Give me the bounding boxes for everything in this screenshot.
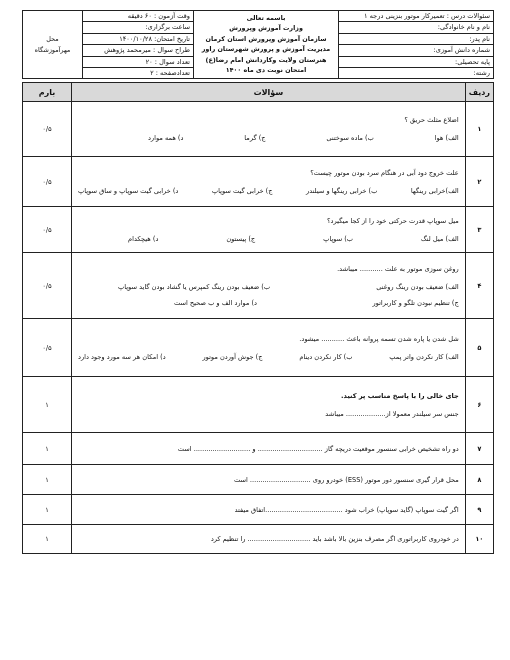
question-number: ۹ <box>465 495 493 525</box>
option-a: الف) هوا <box>434 134 459 143</box>
question-score: ۱ <box>23 525 72 554</box>
question-text: محل قرار گیری سنسور دور موتور (ESS) خودرو روی ............................. است <box>72 465 466 495</box>
header-name-field: نام و نام خانوادگی: <box>339 22 494 33</box>
option-c: ج) خرابی گیت سوپاپ <box>211 186 273 195</box>
header-ministry-block <box>194 11 339 79</box>
header-major-field: رشته: <box>339 68 494 79</box>
option-b: ب) خرابی رینگها و سیلندر <box>306 186 378 195</box>
question-text: شل شدن یا پاره شدن تسمه پروانه باعث ........... میشود. <box>299 334 459 343</box>
header-province-org: سازمان آموزش وپرورش استان کرمان <box>205 34 327 43</box>
school-label-line1: محل <box>46 35 59 44</box>
option-d: د) موارد الف و ب صحیح است <box>174 298 257 307</box>
exam-header <box>22 10 494 79</box>
option-d: د) خرابی گیت سوپاپ و ساق سوپاپ <box>78 186 179 195</box>
header-question-count: تعداد سوال : ۲۰ <box>83 56 194 67</box>
question-text: در خودروی کاربراتوری اگر مصرف بنزین بالا باشد باید .............................. را تنظیم کرد <box>72 525 466 554</box>
header-date: تاریخ امتحان: ۱۴۰۰/۱۰/۲۸ <box>83 33 194 44</box>
question-row <box>23 525 494 554</box>
option-d: د) هیچکدام <box>128 234 159 243</box>
header-page-count: تعدادصفحه : ۲ <box>83 68 194 79</box>
question-row <box>23 157 494 207</box>
header-ministry: وزارت آموزش وپرورش <box>229 24 303 33</box>
question-number: ۱۰ <box>465 525 493 554</box>
question-text: روغن سوزی موتور به علت ........... میباشد. <box>337 264 459 273</box>
question-text: اگر گیت سوپاپ (گاید سوپاپ) خراب شود .....................................اتفاق میفتد <box>72 495 466 525</box>
question-number: ۲ <box>465 157 493 207</box>
header-student-id-field: شماره دانش آموزی: <box>339 45 494 56</box>
question-text: جنس سر سیلندر معمولا از................... میباشد <box>325 409 459 418</box>
question-row <box>23 253 494 319</box>
header-city-admin: مدیریت آموزش و پرورش شهرستان راور <box>201 45 331 54</box>
option-d: د) همه موارد <box>148 134 184 143</box>
option-a: الف) کار نکردن واتر پمپ <box>389 352 459 361</box>
question-text: اضلاع مثلث حریق ؟ <box>404 116 459 125</box>
question-text: دو راه تشخیص خرابی سنسور موقعیت دریچه گاز ............................... و ........................... است <box>72 433 466 465</box>
school-label-line2: مهرآموزشگاه <box>34 45 71 54</box>
header-father-name-field: نام پدر: <box>339 33 494 44</box>
option-b: ب) ضعیف بودن رینگ کمپرس یا گشاد بودن گاید سوپاپ <box>118 282 271 291</box>
option-b: ب) کار نکردن دینام <box>299 352 353 361</box>
section-instruction: جای خالی را با پاسخ مناسب پر کنید. <box>341 391 459 400</box>
question-row <box>23 102 494 157</box>
option-c: ج) تنظیم نبودن تلگو و کاربراتور <box>372 298 459 307</box>
question-row <box>23 465 494 495</box>
question-row <box>23 495 494 525</box>
option-c: ج) گرما <box>244 134 266 143</box>
question-score: ۰/۵ <box>23 319 72 377</box>
option-c: ج) پیستون <box>226 234 256 243</box>
option-d: د) امکان هر سه مورد وجود دارد <box>78 352 166 361</box>
header-exam-session: امتحان نوبت دی ماه ۱۴۰۰ <box>225 66 307 75</box>
question-score: ۱ <box>23 495 72 525</box>
option-c: ج) جوش آوردن موتور <box>202 352 263 361</box>
questions-table <box>22 82 494 554</box>
header-time: ساعت برگزاری: <box>83 22 194 33</box>
header-duration: وقت آزمون : ۶۰ دقیقه <box>83 11 194 22</box>
question-number: ۶ <box>465 377 493 433</box>
option-a: الف) ضعیف بودن رینگ روغنی <box>376 282 459 291</box>
question-number: ۷ <box>465 433 493 465</box>
question-row <box>23 207 494 253</box>
question-score: ۰/۵ <box>23 157 72 207</box>
option-a: الف) میل لنگ <box>420 234 459 243</box>
question-text: میل سوپاپ قدرت حرکتی خود را از کجا میگیرد؟ <box>327 216 459 225</box>
question-score: ۰/۵ <box>23 253 72 319</box>
col-score-header: بارم <box>23 83 72 102</box>
question-row <box>23 377 494 433</box>
question-score: ۰/۵ <box>23 207 72 253</box>
header-school: هنرستان ولایت وکاردانش امام رضا(ع) <box>205 55 327 64</box>
question-text: علت خروج دود آبی در هنگام سرد بودن موتور چیست؟ <box>310 168 459 177</box>
col-questions-header: سؤالات <box>72 83 466 102</box>
header-course: سئوالات درس : تعمیرکار موتور بنزینی درجه ۱ <box>339 11 494 22</box>
option-a: الف)خرابی رینگها <box>410 186 459 195</box>
option-b: ب) ماده سوختنی <box>326 134 374 143</box>
col-row-header: ردیف <box>465 83 493 102</box>
question-score: ۱ <box>23 465 72 495</box>
question-row <box>23 319 494 377</box>
header-bismillah: باسمه تعالی <box>246 14 286 22</box>
header-designer: طراح سوال : میرمحمد پژوهش <box>83 45 194 56</box>
question-number: ۸ <box>465 465 493 495</box>
question-score: ۰/۵ <box>23 102 72 157</box>
question-number: ۵ <box>465 319 493 377</box>
question-number: ۱ <box>465 102 493 157</box>
exam-sheet <box>22 10 494 554</box>
question-number: ۳ <box>465 207 493 253</box>
question-number: ۴ <box>465 253 493 319</box>
question-score: ۱ <box>23 377 72 433</box>
question-score: ۱ <box>23 433 72 465</box>
school-stamp-box <box>23 11 83 79</box>
option-b: ب) سوپاپ <box>323 234 353 243</box>
question-row <box>23 433 494 465</box>
header-grade-field: پایه تحصیلی: <box>339 56 494 67</box>
